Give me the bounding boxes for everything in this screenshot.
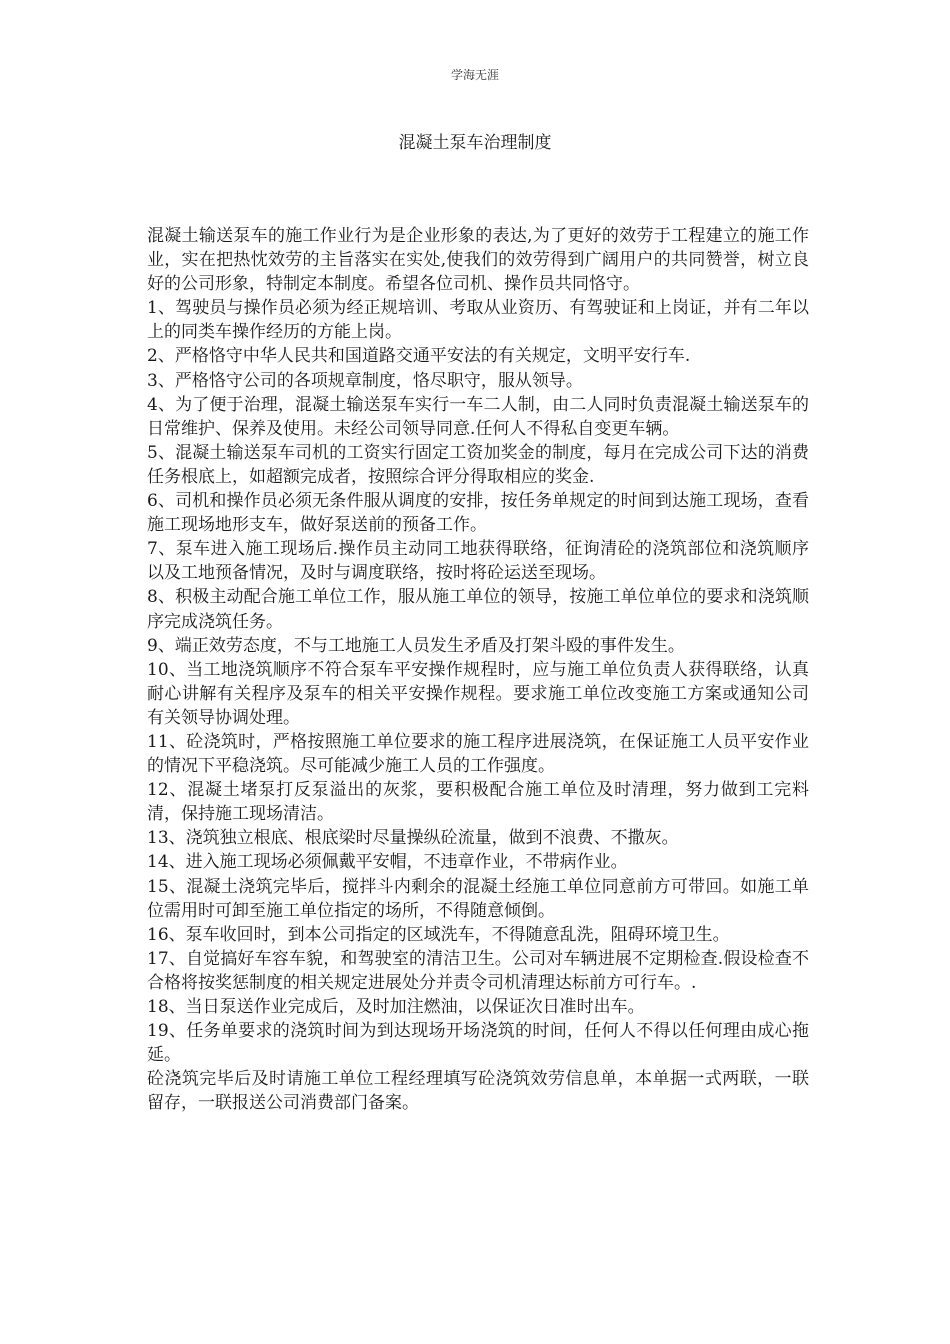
rule-item-2: 2、严格恪守中华人民共和国道路交通平安法的有关规定，文明平安行车.	[147, 346, 691, 367]
rule-item-1: 1、驾驶员与操作员必须为经正规培训、考取从业资历、有驾驶证和上岗证，并有二年以上的同类车操作经历的方能上岗。	[147, 298, 809, 343]
intro-paragraph: 混凝土输送泵车的施工作业行为是企业形象的表达,为了更好的效劳于工程建立的施工作业，实在把热忱效劳的主旨落实在实处,使我们的效劳得到广阔用户的共同赞誉，树立良好的公司形象，特制定本制度。希望各位司机、操作员共同恪守。	[147, 226, 809, 295]
rule-item-9: 9、端正效劳态度，不与工地施工人员发生矛盾及打架斗殴的事件发生。	[147, 635, 685, 656]
rule-item-11: 11、砼浇筑时，严格按照施工单位要求的施工程序进展浇筑，在保证施工人员平安作业的情况下平稳浇筑。尽可能减少施工人员的工作强度。	[147, 731, 809, 777]
page-header: 学海无涯	[450, 68, 499, 82]
rule-item-3: 3、严格恪守公司的各项规章制度，恪尽职守，服从领导。	[147, 370, 583, 391]
rule-item-4: 4、为了便于治理，混凝土输送泵车实行一车二人制，由二人同时负责混凝土输送泵车的日常维护、保养及使用。未经公司领导同意.任何人不得私自变更车辆。	[147, 394, 809, 439]
rule-item-18: 18、当日泵送作业完成后，及时加注燃油，以保证次日准时出车。	[147, 997, 645, 1017]
rule-item-10: 10、当工地浇筑顺序不符合泵车平安操作规程时，应与施工单位负责人获得联络，认真耐心讲解有关程序及泵车的相关平安操作规程。要求施工单位改变施工方案或通知公司有关领导协调处理。	[147, 659, 809, 728]
rule-item-6: 6、司机和操作员必须无条件服从调度的安排，按任务单规定的时间到达施工现场，查看施工现场地形支车，做好泵送前的预备工作。	[147, 491, 809, 536]
rule-item-16: 16、泵车收回时，到本公司指定的区域洗车，不得随意乱洗，阻碍环境卫生。	[147, 924, 730, 945]
closing-paragraph: 砼浇筑完毕后及时请施工单位工程经理填写砼浇筑效劳信息单，本单据一式两联，一联留存，一联报送公司消费部门备案。	[147, 1069, 809, 1114]
rule-item-7: 7、泵车进入施工现场后.操作员主动同工地获得联络，征询清砼的浇筑部位和浇筑顺序以及工地预备情况，及时与调度联络，按时将砼运送至现场。	[147, 539, 809, 584]
rule-item-19: 19、任务单要求的浇筑时间为到达现场开场浇筑的时间，任何人不得以任何理由成心拖延。	[147, 1021, 809, 1066]
rule-item-13: 13、浇筑独立根底、根底梁时尽量操纵砼流量，做到不浪费、不撒灰。	[147, 828, 679, 849]
rule-item-12: 12、混凝土堵泵打反泵溢出的灰浆，要积极配合施工单位及时清理，努力做到工完料清，保持施工现场清洁。	[147, 780, 809, 825]
document-title: 混凝土泵车治理制度	[398, 133, 552, 153]
rule-item-14: 14、进入施工现场必须佩戴平安帽，不违章作业，不带病作业。	[147, 852, 628, 873]
rule-item-17: 17、自觉搞好车容车貌，和驾驶室的清洁卫生。公司对车辆进展不定期检查.假设检查不合格将按奖惩制度的相关规定进展处分并责令司机清理达标前方可行车。.	[147, 948, 809, 993]
rule-item-8: 8、积极主动配合施工单位工作，服从施工单位的领导，按施工单位单位的要求和浇筑顺序完成浇筑任务。	[147, 587, 809, 632]
rule-item-15: 15、混凝土浇筑完毕后，搅拌斗内剩余的混凝土经施工单位同意前方可带回。如施工单位需用时可卸至施工单位指定的场所，不得随意倾倒。	[147, 876, 809, 921]
rule-item-5: 5、混凝土输送泵车司机的工资实行固定工资加奖金的制度，每月在完成公司下达的消费任务根底上，如超额完成者，按照综合评分得取相应的奖金.	[147, 442, 809, 487]
document-body	[147, 224, 809, 1115]
